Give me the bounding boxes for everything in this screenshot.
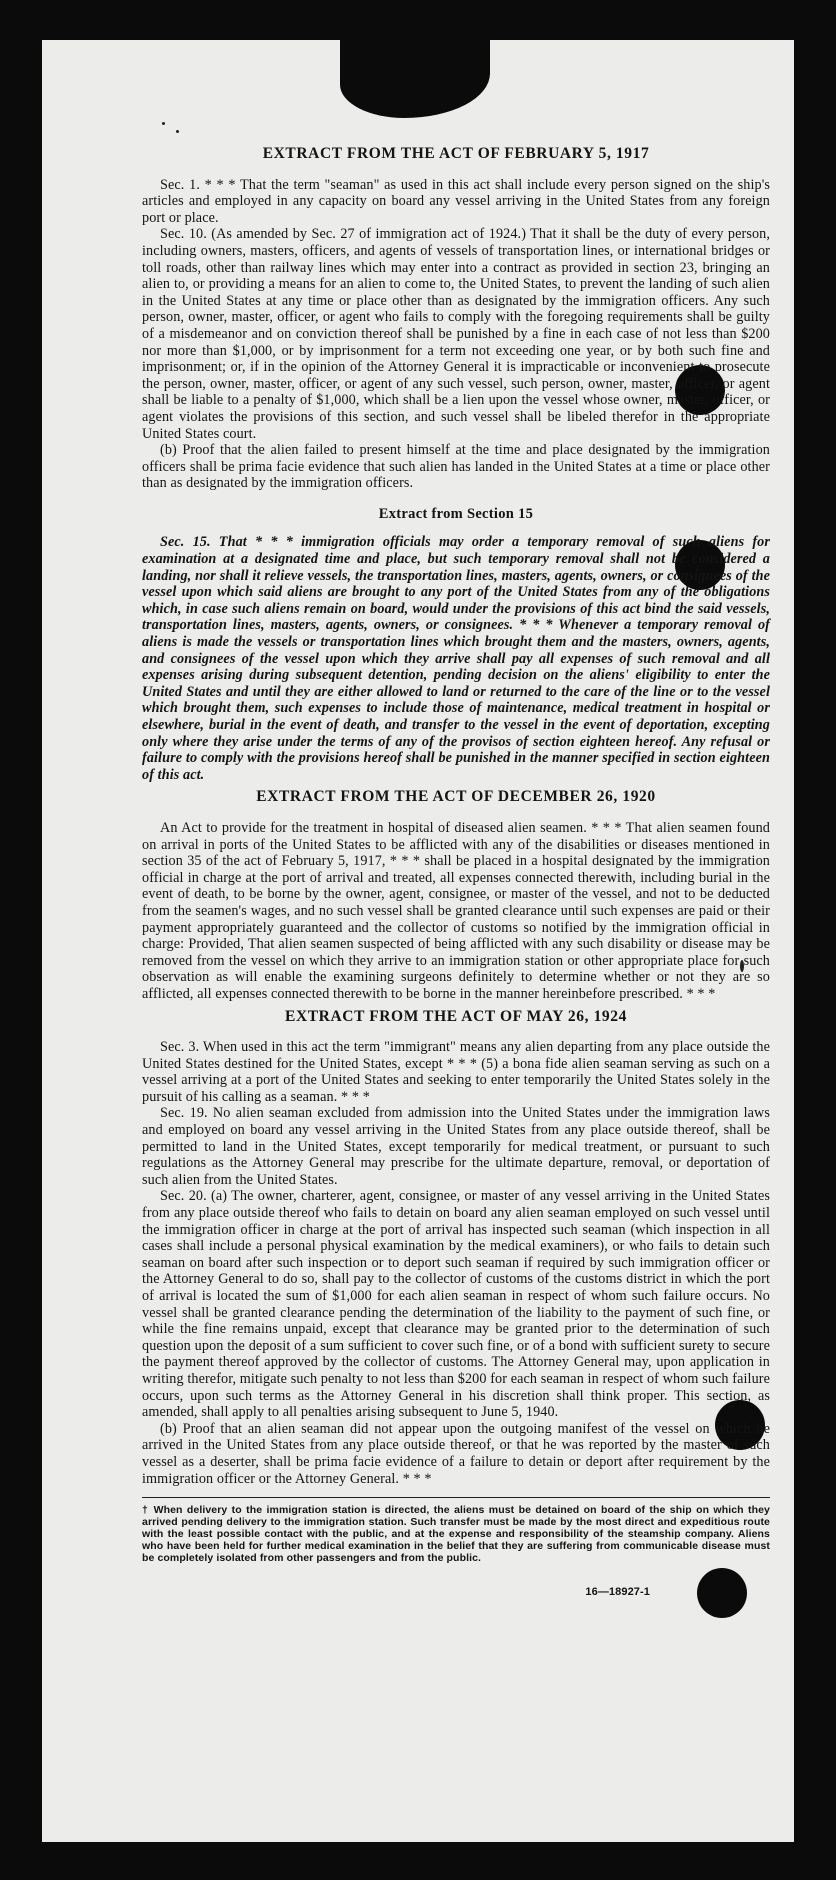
paragraph: Sec. 20. (a) The owner, charterer, agent, consignee, or master of any vessel arriving in the United States from any place outside thereof who fails to detain on board any alien seaman employed on such vessel until the immigration officer in charge at the port of arrival has inspected such seaman (which inspection in all cases shall include a personal physical examination by the medical examiners), or who fails to detain such seaman on board after such inspection or to deport such seaman if required by such immigration officer or the Attorney General to do so, shall pay to the collector of customs of the customs district in which the port of arrival is located the sum of $1,000 for each alien seaman in respect of whom such failure occurs. No vessel shall be granted clearance pending the determination of the liability to the payment of such fine, or while the fine remains unpaid, except that clearance may be granted prior to the determination of such question upon the deposit of a sum sufficient to cover such fine, or of a bond with sufficient surety to secure the payment thereof approved by the collector of customs. The Attorney General may, upon application in writing therefor, mitigate such penalty to not less than $200 for each seaman in respect of whom such failure occurs, upon such terms as the Attorney General in his discretion shall think proper. This section, as amended, shall apply to all penalties arising subsequent to June 5, 1940. (142, 1188, 770, 1421)
document-title: EXTRACT FROM THE ACT OF FEBRUARY 5, 1917 (262, 145, 650, 162)
divider (142, 1497, 770, 1498)
section-heading: Extract from Section 15 (378, 505, 534, 522)
footnote: † When delivery to the immigration station is directed, the aliens must be detained on board of the ship on which they arrived pending delivery to the immigration station. Such transfer must be made by the most direct and expeditious route with the least possible contact with the public, and at the expense and responsibility of the steamship company. Aliens who have been held for further medical examination in the belief that they are suffering from communicable disease must be completely isolated from other passengers and from the public. (142, 1504, 770, 1565)
speck (162, 122, 165, 125)
paragraph: An Act to provide for the treatment in hospital of diseased alien seamen. * * * That alien seamen found on arrival in ports of the United States to be afflicted with any of the disabilities or diseases mentioned in section 35 of the act of February 5, 1917, * * * shall be placed in a hospital designated by the immigration official in charge at the port of arrival and treated, all expenses connected therewith, including burial in the event of death, to be borne by the owner, agent, consignee, or master of the vessel, and not to be deducted from the seamen's wages, and no such vessel shall be granted clearance until such expenses are paid or their payment appropriately guaranteed and the collector of customs so notified by the immigration official in charge: Provided, That alien seamen suspected of being afflicted with any such disability or disease may be removed from the vessel on which they arrive to an immigration station or other appropriate place for such observation as will enable the examining surgeons definitely to determine whether or not they are so afflicted, all expenses connected therewith to be borne in the manner hereinbefore prescribed. * * * (142, 819, 770, 1002)
paragraph: Sec. 10. (As amended by Sec. 27 of immigration act of 1924.) That it shall be the duty of every person, including owners, masters, officers, and agents of vessels of transportation lines, or international bridges or toll roads, other than railway lines which may enter into a contract as provided in section 23, bringing an alien to, or providing a means for an alien to come to, the United States, to prevent the landing of such alien in the United States at any time or place other than as designated by the immigration officers. Any such person, owner, master, officer, or agent who fails to comply with the foregoing requirements shall be guilty of a misdemeanor and on conviction thereof shall be punished by a fine in each case of not less than $200 nor more than $1,000, or by imprisonment for a term not exceeding one year, or by both such fine and imprisonment; or, if in the opinion of the Attorney General it is impracticable or inconvenient to prosecute the person, owner, master, officer, or agent of any such vessel, such person, owner, master, officer, or agent shall be liable to a penalty of $1,000, which shall be a lien upon the vessel whose owner, master, officer, or agent violates the provisions of this section, and such vessel shall be libeled therefor in the appropriate United States court. (142, 226, 770, 442)
document-content (142, 140, 770, 1601)
speck (176, 130, 179, 133)
paragraph: Sec. 3. When used in this act the term "immigrant" means any alien departing from any place outside the United States destined for the United States, except * * * (5) a bona fide alien seaman serving as such on a vessel arriving at a port of the United States and seeking to enter temporarily the United States solely in the pursuit of his calling as a seaman. * * * (142, 1039, 770, 1105)
paragraph: (b) Proof that an alien seaman did not appear upon the outgoing manifest of the vessel on which he arrived in the United States from any place outside thereof, or that he was reported by the master of such vessel as a deserter, shall be prima facie evidence of a failure to detain or deport after requirement by the immigration officer or the Attorney General. * * * (142, 1420, 770, 1487)
italic-paragraph: Sec. 15. That * * * immigration officials may order a temporary removal of such aliens for examination at a designated time and place, but such temporary removal shall not be considered a landing, nor shall it relieve vessels, the transportation lines, masters, agents, owners, or consignees of the vessel upon which said aliens are brought to any port of the United States from any of the obligations which, in case such aliens remain on board, would under the provisions of this act bind the said vessels, transportation lines, masters, agents, owners, or consignees. * * * Whenever a temporary removal of aliens is made the vessels or transportation lines which brought them and the masters, owners, agents, and consignees of the vessel upon which they arrive shall pay all expenses of such removal and all expenses arising during subsequent detention, pending decision on the aliens' eligibility to enter the United States and until they are either allowed to land or returned to the care of the line or to the vessel which brought them, such expenses to include those of maintenance, medical treatment in hospital or elsewhere, burial in the event of death, and transfer to the vessel in the event of deportation, excepting only where they arise under the terms of any of the provisos of section eighteen hereof. Any refusal or failure to comply with the provisions hereof shall be punished in the manner specified in section eighteen of this act. (142, 534, 770, 783)
paragraph: Sec. 1. * * * That the term "seaman" as used in this act shall include every person signed on the ship's articles and employed in any capacity on board any vessel arriving in the United States from any foreign port or place. (142, 176, 770, 226)
paragraph: (b) Proof that the alien failed to present himself at the time and place designated by the immigration officers shall be prima facie evidence that such alien has landed in the United States at a time or place other than as designated by the immigration officers. (142, 442, 770, 492)
form-number: 16—18927-1 (585, 1586, 650, 1599)
torn-edge (340, 40, 490, 118)
section-heading: EXTRACT FROM THE ACT OF DECEMBER 26, 1920 (256, 788, 656, 806)
paragraph: Sec. 19. No alien seaman excluded from admission into the United States under the immigration laws and employed on board any vessel arriving in the United States from any place outside thereof, shall be permitted to land in the United States, except temporarily for medical treatment, or pursuant to such regulations as the Attorney General may prescribe for the ultimate departure, removal, or deportation of such alien from the United States. (142, 1105, 770, 1188)
document-page (42, 40, 794, 1842)
section-heading: EXTRACT FROM THE ACT OF MAY 26, 1924 (285, 1007, 627, 1025)
